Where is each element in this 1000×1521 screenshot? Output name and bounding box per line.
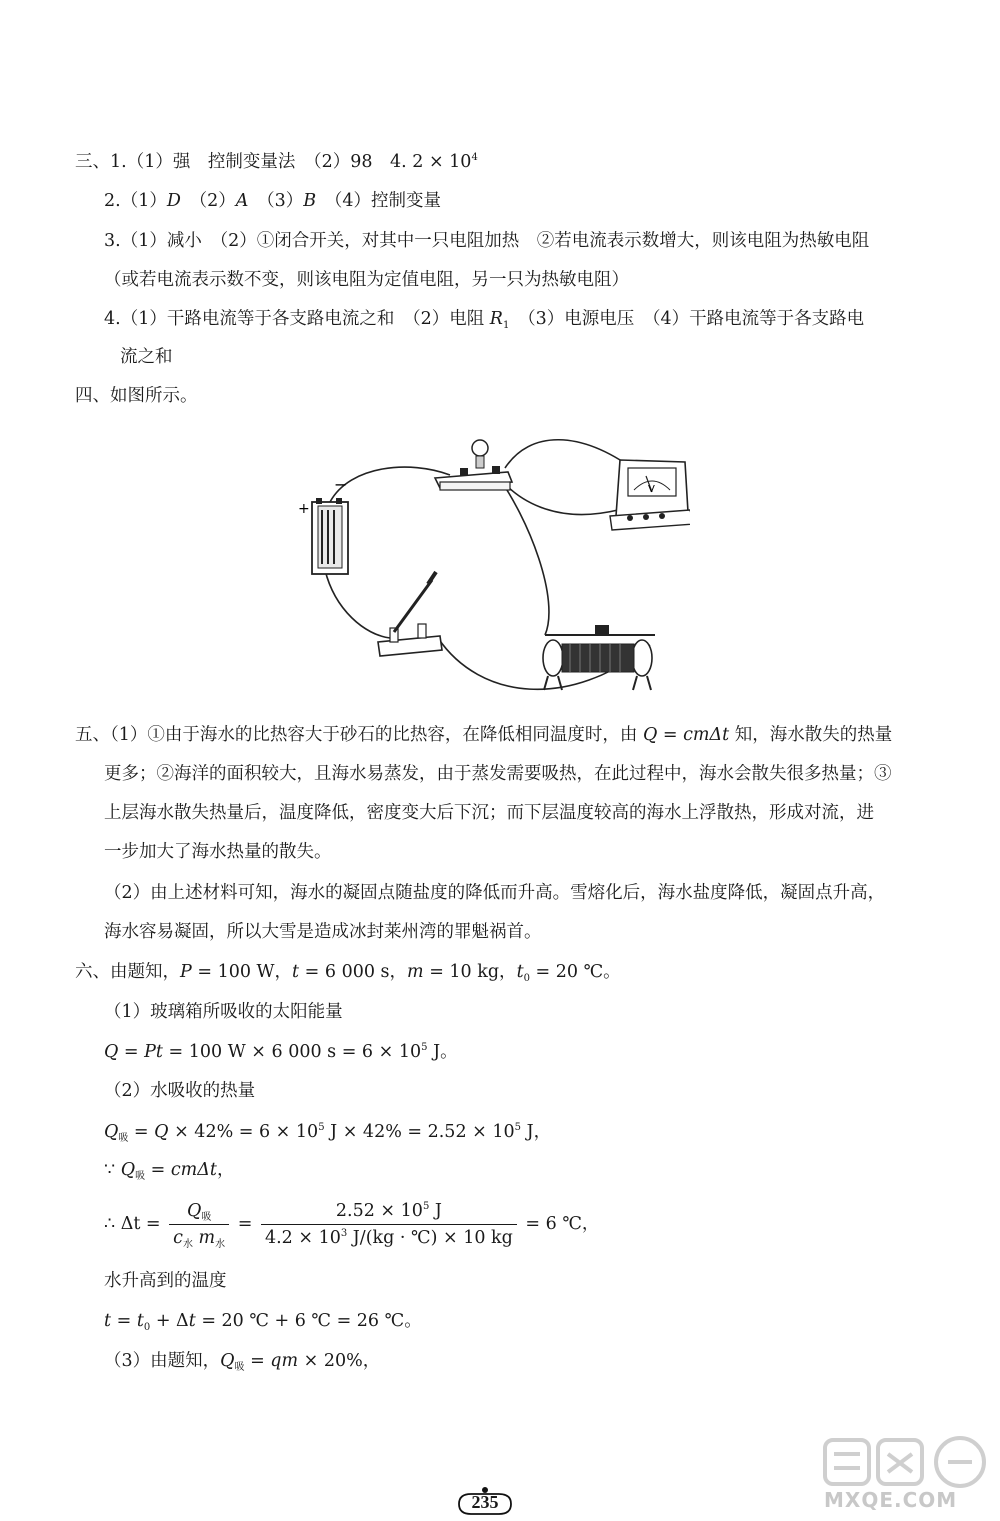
absorb-sub: 吸 (118, 1133, 129, 1144)
frac2-num (261, 1200, 517, 1225)
s3-line-2 (104, 189, 441, 213)
frac2-num-value: 2.52 × 10 (335, 1201, 423, 1221)
frac2-den-rest: J/(kg · ℃) × 10 kg (347, 1228, 513, 1248)
page-number: 235 (471, 1492, 499, 1512)
s6-l6-end: ， (216, 1160, 235, 1180)
wire-battery-bulb (330, 467, 450, 502)
s5-l1-suffix: 知，海水散失的热量 (729, 725, 893, 745)
s6-l5-exp2: 5 (514, 1122, 522, 1133)
var-t: t (292, 962, 300, 982)
s6-l10-end: × 20%， (298, 1351, 381, 1371)
s6-l1-t2: = 6 000 s， (299, 962, 408, 982)
var-cmdt: cmΔt (170, 1160, 217, 1180)
frac1-num (169, 1200, 229, 1225)
s3-line-3: 3.（1）减小 （2）①闭合开关，对其中一只电阻加热 ②若电流表示数增大，则该电阻为热敏电阻 (104, 231, 870, 251)
var-m: m (407, 962, 424, 982)
s6-line-3 (104, 1040, 458, 1064)
s5-line-6: 海水容易凝固，所以大雪是造成冰封莱州湾的罪魁祸首。 (104, 922, 542, 942)
circuit-diagram (290, 420, 690, 720)
s6-line-9 (104, 1309, 422, 1333)
therefore-sign: ∴ Δt = (104, 1214, 167, 1234)
watermark-text: MXQE.COM (824, 1488, 958, 1512)
s6-l1-t3: = 10 kg， (423, 962, 517, 982)
answer-d: D (166, 191, 181, 211)
s6-l5-c: J × 42% = 2.52 × 10 (324, 1122, 515, 1142)
s6-l5-d: J， (521, 1122, 552, 1142)
var-t0-2-sub: 0 (143, 1322, 151, 1333)
voltmeter-label: V (648, 484, 655, 495)
s6-l10-mid: = (244, 1351, 271, 1371)
s6-l9-b: + Δ (150, 1311, 189, 1331)
s6-l5-b: × 42% = 6 × 10 (168, 1122, 319, 1142)
answer-a: A (235, 191, 249, 211)
absorb-sub-3: 吸 (234, 1362, 245, 1373)
s3-l5-suffix: （3）电源电压 （4）干路电流等于各支路电 (509, 309, 865, 329)
var-t0-2: t (136, 1311, 144, 1331)
s6-l3-rest: = 100 W × 6 000 s = 6 × 10 (162, 1042, 422, 1062)
var-t-final: t (104, 1311, 112, 1331)
s6-l1-t1: = 100 W， (191, 962, 293, 982)
s3-l2-p4: （4）控制变量 (316, 191, 442, 211)
frac2-den (261, 1225, 517, 1249)
s6-l5-a: = (128, 1122, 155, 1142)
s3-l2-p1: 2.（1） (104, 191, 167, 211)
var-q2: Q (154, 1122, 169, 1142)
s5-line-2: 更多；②海洋的面积较大，且海水易蒸发，由于蒸发需要吸热，在此过程中，海水会散失很多热量；③ (104, 764, 892, 784)
s6-l9-a: = (111, 1311, 137, 1331)
frac2-num-exp: 5 (422, 1201, 430, 1212)
answer-b: B (303, 191, 317, 211)
s6-l9-c: = 20 ℃ + 6 ℃ = 26 ℃。 (195, 1311, 422, 1331)
var-t0: t (516, 962, 524, 982)
frac2-num-unit: J (429, 1201, 442, 1221)
frac2-den-value: 4.2 × 10 (264, 1228, 341, 1248)
fraction-q-over-cm (169, 1200, 229, 1249)
resistor-sub: 1 (502, 320, 510, 331)
fraction-values (261, 1200, 517, 1249)
s6-line-4: （2）水吸收的热量 (104, 1081, 256, 1101)
s6-line-6 (104, 1158, 234, 1182)
s3-l1-text: 三、1.（1）强 控制变量法 （2）98 4. 2 × 10 (75, 152, 472, 172)
s5-l1-prefix: 五、（1）①由于海水的比热容大于砂石的比热容，在降低相同温度时，由 (75, 725, 643, 745)
var-t0-sub: 0 (523, 973, 530, 984)
s6-l5-exp1: 5 (318, 1122, 325, 1133)
s6-line-2: （1）玻璃箱所吸收的太阳能量 (104, 1002, 343, 1022)
s6-line-10 (104, 1349, 380, 1373)
s6-line-5 (104, 1120, 551, 1144)
wire-bulb-voltmeter (505, 440, 635, 470)
frac1-q: Q (186, 1201, 202, 1221)
s6-l6-mid: = (145, 1160, 171, 1180)
s6-line-1 (75, 960, 621, 984)
s6-l10-prefix: （3）由题知， (104, 1351, 221, 1371)
resistor-var: R (489, 309, 503, 329)
var-q-absorb-3: Q (220, 1351, 235, 1371)
rheostat-icon (543, 625, 655, 690)
wire-bulb-rheostat (495, 472, 549, 635)
s3-line-5 (104, 307, 864, 331)
var-q-absorb: Q (104, 1122, 119, 1142)
frac1-den (169, 1225, 229, 1249)
s4-line-1: 四、如图所示。 (75, 386, 198, 406)
s3-line-4: （或若电流表示数不变，则该电阻为定值电阻，另一只为热敏电阻） (104, 270, 629, 290)
frac1-q-sub: 吸 (201, 1212, 212, 1223)
s3-l1-exp: 4 (471, 152, 478, 163)
frac1-m-sub: 水 (215, 1239, 226, 1250)
frac2-den-exp: 3 (340, 1228, 348, 1239)
switch-icon (378, 572, 442, 656)
s3-l5-prefix: 4.（1）干路电流等于各支路电流之和 （2）电阻 (104, 309, 490, 329)
light-bulb-icon (435, 440, 512, 490)
s6-l3-mid: = (118, 1042, 145, 1062)
absorb-sub-2: 吸 (135, 1171, 146, 1182)
battery-plus-sign: + (298, 501, 310, 517)
s6-l1-t4: = 20 ℃。 (529, 962, 621, 982)
s6-l1-prefix: 六、由题知， (75, 962, 180, 982)
s3-line-6: 流之和 (120, 347, 173, 367)
s6-l3-exp: 5 (421, 1042, 428, 1053)
because-sign: ∵ (104, 1160, 121, 1180)
s5-line-3: 上层海水散失热量后，温度降低，密度变大后下沉；而下层温度较高的海水上浮散热，形成对流，进 (104, 803, 874, 823)
var-t-delta: t (188, 1311, 196, 1331)
voltmeter-icon (610, 460, 690, 530)
s3-l2-p2: （2） (180, 191, 236, 211)
battery-icon (312, 498, 348, 574)
var-qm: qm (270, 1351, 299, 1371)
temp-change-result: = 6 ℃， (519, 1214, 600, 1234)
s5-line-4: 一步加大了海水热量的散失。 (104, 842, 332, 862)
s3-line-1 (75, 150, 478, 174)
s6-line-8: 水升高到的温度 (104, 1271, 227, 1291)
battery-minus-sign: − (334, 475, 348, 494)
s5-line-5: （2）由上述材料可知，海水的凝固点随盐度的降低而升高。雪熔化后，海水盐度降低，凝固点升高， (104, 883, 886, 903)
heat-formula: Q = cmΔt (642, 725, 730, 745)
var-p: P (180, 962, 192, 982)
var-q: Q (104, 1042, 119, 1062)
var-q-absorb-2: Q (120, 1160, 136, 1180)
s3-l2-p3: （3） (248, 191, 304, 211)
equals-sign: = (232, 1214, 258, 1234)
s6-line-7 (104, 1200, 599, 1249)
frac1-c-sub: 水 (182, 1239, 193, 1250)
wire-battery-switch (325, 570, 390, 638)
s5-line-1 (75, 723, 892, 747)
frac1-m: m (198, 1228, 216, 1248)
var-pt: Pt (144, 1042, 163, 1062)
s6-l3-unit: J。 (427, 1042, 458, 1062)
frac1-c: c (173, 1228, 183, 1248)
wire-bulb-voltmeter-2 (495, 472, 618, 515)
